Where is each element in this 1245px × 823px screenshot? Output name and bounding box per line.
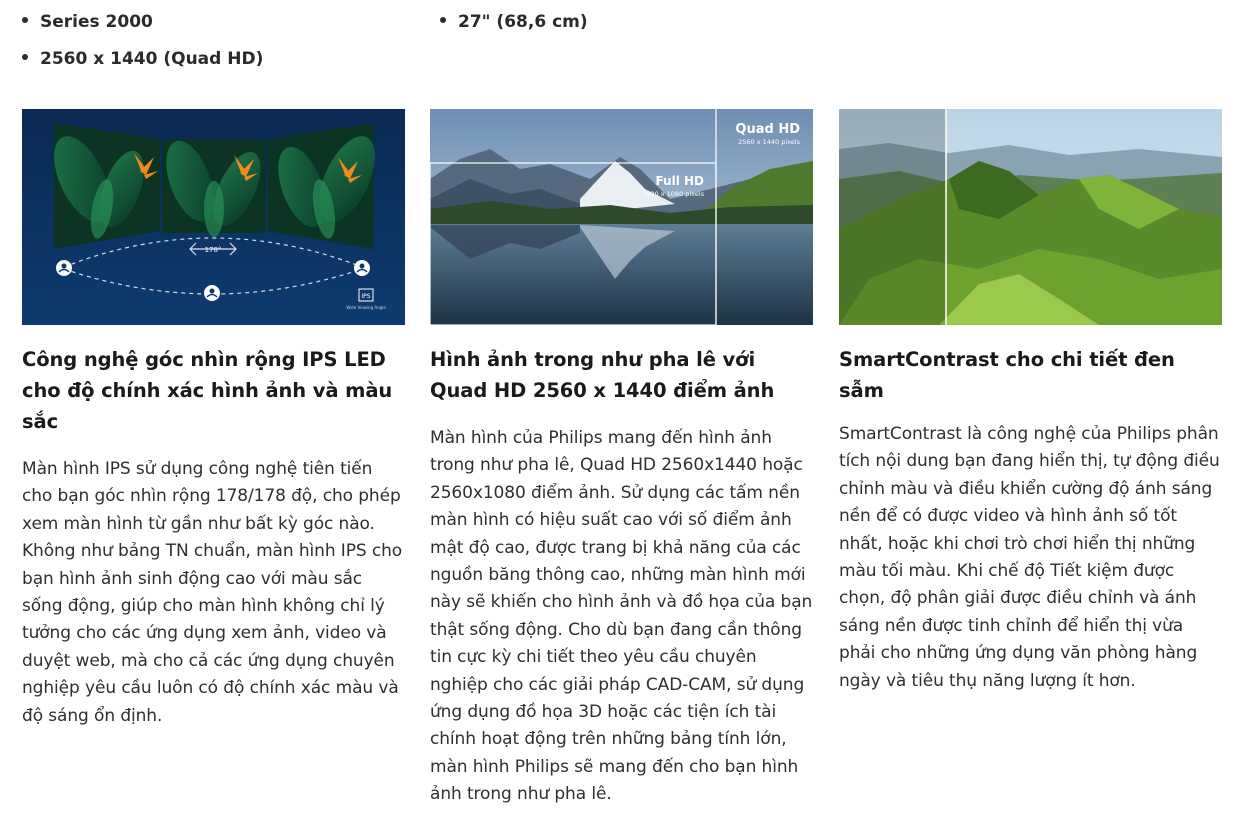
viewer-icon [204, 285, 220, 301]
bullet-icon [440, 17, 446, 23]
svg-text:IPS: IPS [361, 293, 371, 300]
smartcontrast-comparison-image [839, 109, 1222, 325]
angle-label: 178° [204, 246, 222, 254]
feature-title: Công nghệ góc nhìn rộng IPS LED cho độ chính xác hình ảnh và màu sắc [22, 348, 393, 433]
wide-viewing-caption: Wide Viewing Angle [346, 305, 386, 310]
feature-description: SmartContrast là công nghệ của Philips phân tích nội dung bạn đang hiển thị, tự động điều chỉnh màu và điều khiển cường độ ánh sáng nền để có được video và hình ảnh số tốt nhất, hoặc khi chơi trò chơi hiển thị những màu tối màu. Khi chế độ Tiết kiệm được chọn, độ phân giải được điều chỉnh và ánh sáng nền được tinh chỉnh để hiển thị vừa phải cho những ứng dụng văn phòng hàng ngày và tiêu thụ năng lượng ít hơn. [839, 424, 1220, 691]
quad-hd-pixels: 2560 x 1440 pixels [738, 138, 800, 146]
spec-list [0, 0, 1245, 90]
full-hd-label: Full HD [655, 174, 704, 188]
bullet-icon [22, 54, 28, 60]
feature-description: Màn hình IPS sử dụng công nghệ tiên tiến cho bạn góc nhìn rộng 178/178 độ, cho phép xem màn hình từ gần như bất kỳ góc nào. Không như bảng TN chuẩn, màn hình IPS cho bạn hình ảnh sinh động cao với màu sắc sống động, giúp cho màn hình không chỉ lý tưởng cho các ứng dụng xem ảnh, video và duyệt web, mà cho cả các ứng dụng chuyên nghiệp yêu cầu luôn có độ chính xác màu và độ sáng ổn định. [22, 459, 403, 726]
feature-smartcontrast [839, 109, 1222, 695]
bullet-icon [22, 17, 28, 23]
spec-resolution: 2560 x 1440 (Quad HD) [22, 47, 263, 71]
viewer-icon [56, 260, 72, 276]
feature-description: Màn hình của Philips mang đến hình ảnh trong như pha lê, Quad HD 2560x1440 hoặc 2560x1080 điểm ảnh. Sử dụng các tấm nền màn hình có hiệu suất cao với số điểm ảnh mật độ cao, được trang bị khả năng của các nguồn băng thông cao, những màn hình mới này sẽ khiến cho hình ảnh và đồ họa của bạn thật sống động. Cho dù bạn đang cần thông tin cực kỳ chi tiết theo yêu cầu chuyên nghiệp cho các giải pháp CAD-CAM, sử dụng ứng dụng đồ họa 3D hoặc các tiện ích tài chính hoạt động trên những bảng tính lớn, màn hình Philips sẽ mang đến cho bạn hình ảnh trong như pha lê. [430, 428, 813, 805]
spec-series: Series 2000 [22, 10, 153, 34]
full-hd-pixels: 1920 x 1080 pixels [642, 190, 704, 198]
quad-hd-label: Quad HD [735, 122, 800, 137]
feature-quad-hd [430, 109, 813, 809]
ips-wide-angle-image [22, 109, 405, 325]
quad-hd-comparison-image [430, 109, 813, 325]
feature-ips [22, 109, 405, 730]
feature-title: Hình ảnh trong như pha lê với Quad HD 2560 x 1440 điểm ảnh [430, 348, 775, 402]
viewer-icon [354, 260, 370, 276]
spec-size: 27" (68,6 cm) [440, 10, 588, 34]
feature-title: SmartContrast cho chi tiết đen sẫm [839, 348, 1175, 402]
